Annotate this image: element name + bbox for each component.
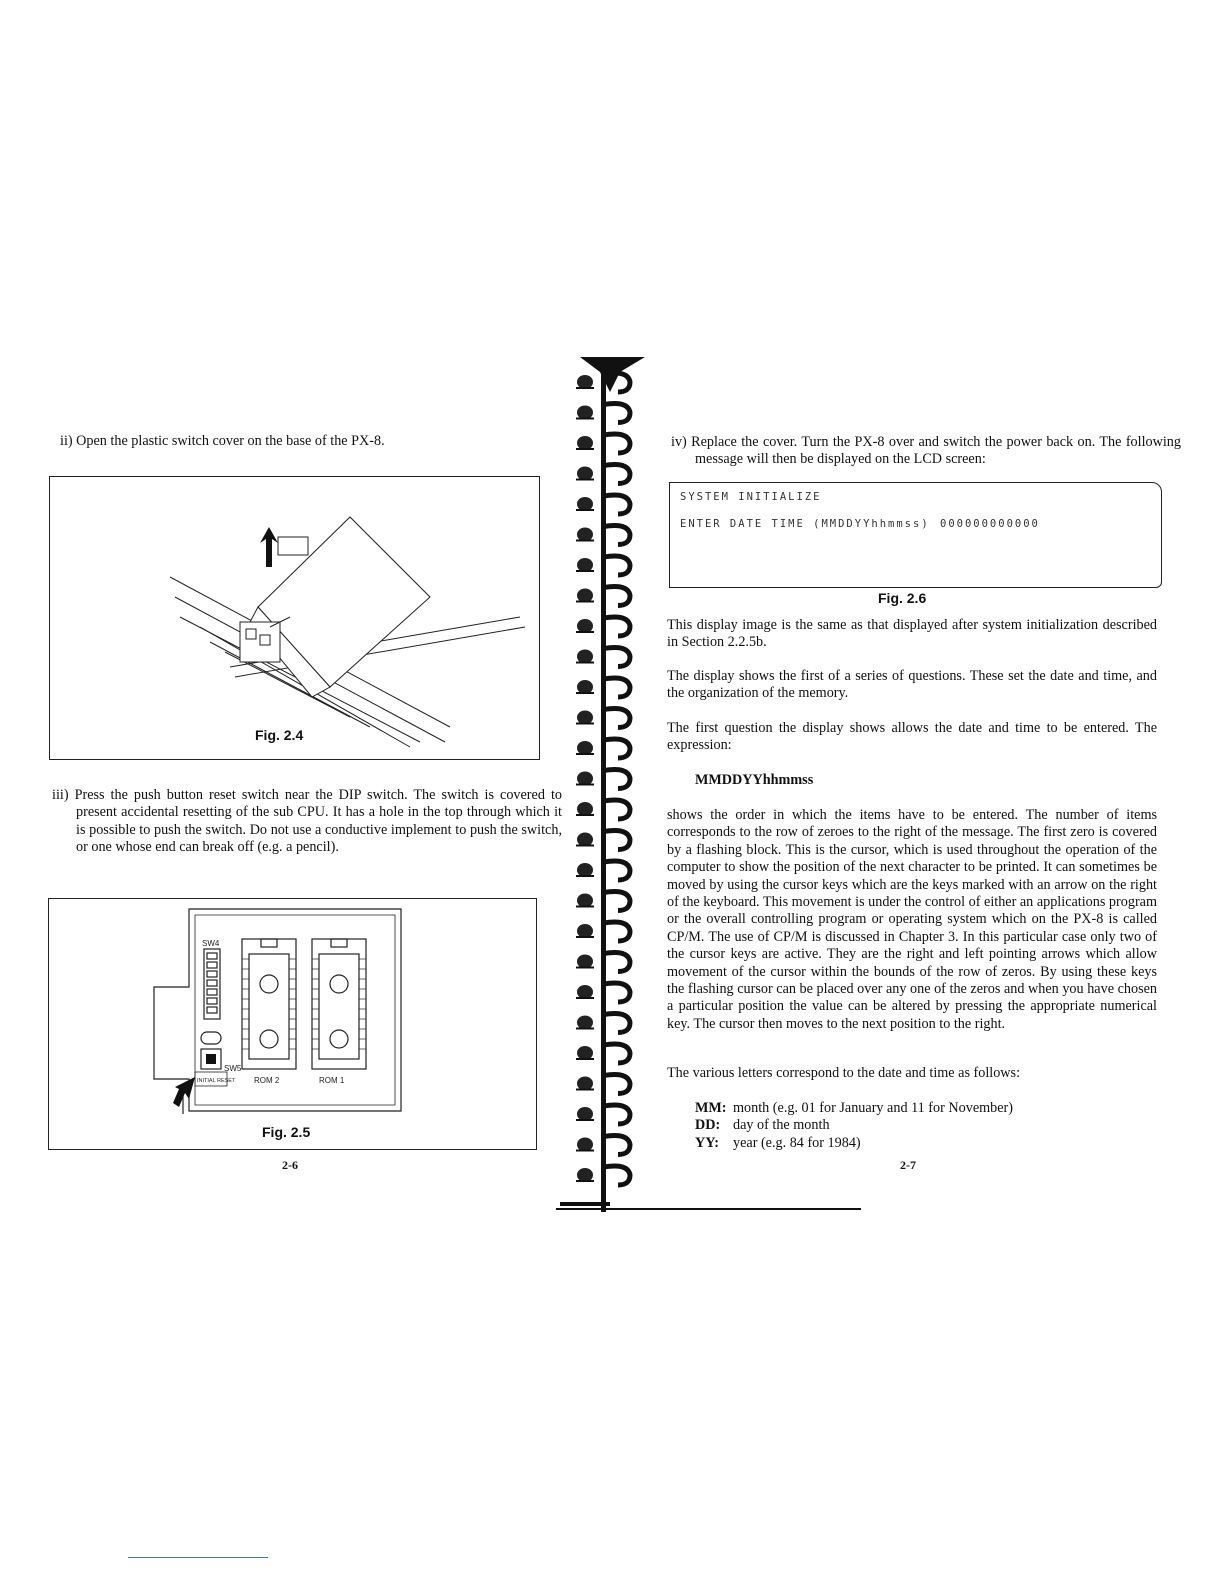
pointer-arrow-icon xyxy=(173,1077,195,1107)
para-1: This display image is the same as that displayed after system initialization described in Section 2.2.5b. xyxy=(667,617,1157,651)
lcd-line-2-value: 000000000000 xyxy=(940,518,1040,530)
definition-item xyxy=(695,1135,1155,1152)
step-ii-text: ii) Open the plastic switch cover on the base of the PX-8. xyxy=(60,433,385,449)
rom1-label: ROM 1 xyxy=(319,1076,345,1085)
spiral-foot xyxy=(560,1202,610,1206)
definition-item xyxy=(695,1100,1155,1117)
footnote-rule xyxy=(128,1557,268,1558)
lcd-line-1: SYSTEM INITIALIZE xyxy=(680,491,822,503)
definition-term: MM: xyxy=(695,1100,727,1116)
sw4-label: SW4 xyxy=(202,939,220,948)
sw5-label: SW5 xyxy=(224,1064,242,1073)
initial-reset-label: INITIAL RESET xyxy=(197,1078,236,1084)
definition-desc: month (e.g. 01 for January and 11 for November) xyxy=(733,1100,1013,1116)
page-number-left: 2-6 xyxy=(282,1158,298,1172)
fig-2-5-caption: Fig. 2.5 xyxy=(262,1124,311,1140)
arrow-up-icon xyxy=(260,527,278,567)
page-number-right: 2-7 xyxy=(900,1158,916,1172)
fig-2-4-caption: Fig. 2.4 xyxy=(255,727,304,743)
switch-cover-illustration xyxy=(50,477,539,759)
reset-button-icon xyxy=(206,1054,216,1064)
expression: MMDDYYhhmmss xyxy=(695,772,814,788)
step-iii-text: iii) Press the push button reset switch near the DIP switch. The switch is covered to present accidental resetting of the sub CPU. It has a hole in the top through which it is possible to push the switch. Do not use a conductive implement to push the switch, or one whose end can break off (e.g. a pencil). xyxy=(52,787,562,856)
figure-2-4 xyxy=(49,476,540,760)
step-iv-text: iv) Replace the cover. Turn the PX-8 over and switch the power back on. The following message will then be displayed on the LCD screen: xyxy=(671,434,1181,468)
para-4: shows the order in which the items have to be entered. The number of items corresponds to the row of zeroes to the right of the message. The first zero is covered by a flashing block. This is the cursor, which is used throughout the operation of the computer to show the position of the next character to be printed. It can sometimes be moved by using the cursor keys which are the keys marked with an arrow on the right of the keyboard. This movement is under the control of either an applications program or the overall controlling program or operating system which on the PX-8 is called CP/M. The use of CP/M is discussed in Chapter 3. In this particular case only two of the cursor keys are active. They are the right and left pointing arrows which allow movement of the cursor within the bounds of the row of zeros. By using these keys the flashing cursor can be placed over any one of the zeros and when you have chosen a particular position the value can be altered by pressing the appropriate numerical key. The cursor then moves to the next position to the right. xyxy=(667,807,1157,1032)
definition-list xyxy=(695,1100,1155,1152)
figure-2-5 xyxy=(48,898,537,1150)
fig-2-6-caption: Fig. 2.6 xyxy=(878,590,927,606)
definition-item xyxy=(695,1117,1155,1134)
definition-desc: year (e.g. 84 for 1984) xyxy=(733,1134,861,1151)
lcd-screen xyxy=(669,482,1162,588)
para-2: The display shows the first of a series of questions. These set the date and time, and the organization of the memory. xyxy=(667,668,1157,702)
rom2-label: ROM 2 xyxy=(254,1076,280,1085)
definition-term: DD: xyxy=(695,1117,721,1134)
page-bottom-rule xyxy=(556,1208,861,1210)
para-3: The first question the display shows allows the date and time to be entered. The expression: xyxy=(667,720,1157,754)
board-illustration xyxy=(49,899,536,1149)
para-5: The various letters correspond to the date and time as follows: xyxy=(667,1065,1021,1081)
spiral-binding-illustration xyxy=(560,352,650,1212)
definition-term: YY: xyxy=(695,1134,719,1151)
spiral-binding xyxy=(560,352,650,1212)
definition-desc: day of the month xyxy=(733,1117,830,1134)
lcd-line-2-prompt: ENTER DATE TIME (MMDDYYhhmmss) xyxy=(680,518,930,530)
